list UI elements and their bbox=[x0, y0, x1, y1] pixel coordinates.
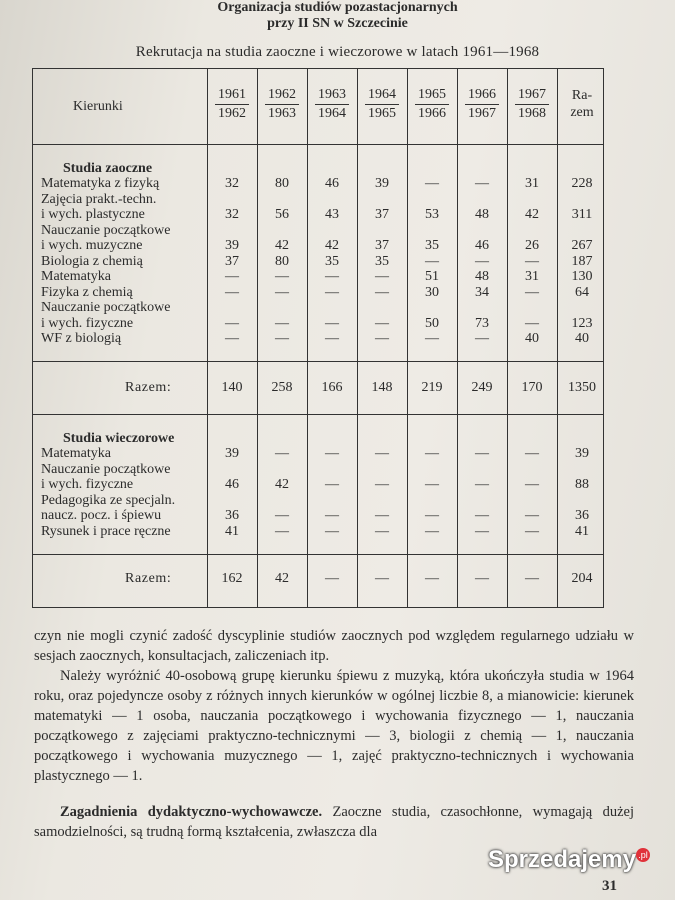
year-to: 1966 bbox=[418, 106, 446, 121]
wieczorowe-cell: 41 bbox=[225, 523, 239, 539]
wieczorowe-cell: — bbox=[525, 523, 539, 539]
zaoczne-row-label: i wych. muzyczne bbox=[41, 238, 143, 253]
zaoczne-cell: — bbox=[475, 253, 489, 269]
zaoczne-cell: 80 bbox=[275, 253, 289, 269]
zaoczne-cell: — bbox=[375, 331, 389, 346]
zaoczne-cell: — bbox=[375, 284, 389, 300]
zaoczne-cell: 48 bbox=[475, 207, 489, 222]
zaoczne-cell: — bbox=[275, 269, 289, 284]
zaoczne-cell: — bbox=[425, 176, 439, 191]
zaoczne-total-cell: 249 bbox=[471, 380, 493, 395]
wieczorowe-row-label: i wych. fizyczne bbox=[41, 477, 134, 492]
year-header bbox=[215, 87, 249, 122]
year-header bbox=[265, 87, 299, 122]
zaoczne-cell: 39 bbox=[375, 176, 389, 191]
column-header-kierunki: Kierunki bbox=[73, 99, 123, 114]
wieczorowe-cell: — bbox=[475, 523, 489, 539]
zaoczne-cell: 48 bbox=[475, 269, 489, 284]
year-from: 1963 bbox=[315, 87, 349, 105]
wieczorowe-cell: 36 bbox=[225, 508, 239, 523]
zaoczne-cell: 31 bbox=[525, 176, 539, 191]
zaoczne-cell: 130 bbox=[571, 269, 593, 284]
year-to: 1967 bbox=[468, 106, 496, 121]
wieczorowe-cell: 46 bbox=[225, 477, 239, 492]
zaoczne-cell: 42 bbox=[325, 238, 339, 253]
wieczorowe-cell: — bbox=[525, 477, 539, 492]
zaoczne-row-label: Matematyka bbox=[41, 269, 111, 284]
year-from: 1964 bbox=[365, 87, 399, 105]
page-number: 31 bbox=[602, 878, 617, 894]
wieczorowe-cell: — bbox=[425, 508, 439, 523]
zaoczne-cell: — bbox=[225, 269, 239, 284]
zaoczne-cell: — bbox=[275, 284, 289, 300]
paragraph-2: Należy wyróżnić 40-osobową grupę kierunku śpiewu z muzyką, która ukończyła studia w 1964 roku, oraz pojedyncze osoby z różnych innych kierunków w ogólnej liczbie 8, a mianowicie: kierunek matematyki — 1 osoba, nauczania początkowego i wychowania fizycznego — 1, nauczania początkowego z zajęciami praktyczno-technicznymi — 3, biologii z chemią — 1, nauczania początkowego i wychowania muzycznego — 1, zajęć praktyczno-technicznych i wychowania plastycznego — 1. bbox=[34, 668, 634, 784]
zaoczne-cell: — bbox=[375, 269, 389, 284]
zaoczne-row-label: Matematyka z fizyką bbox=[41, 176, 160, 191]
year-header bbox=[315, 87, 349, 122]
wieczorowe-section-title: Studia wieczorowe bbox=[63, 431, 175, 446]
wieczorowe-cell: — bbox=[375, 508, 389, 523]
paragraph-3 bbox=[34, 802, 634, 842]
zaoczne-total-bottom bbox=[33, 414, 603, 415]
zaoczne-total-cell: 140 bbox=[221, 380, 243, 395]
zaoczne-row-label: Biologia z chemią bbox=[41, 253, 143, 269]
page-heading-line2: przy II SN w Szczecinie bbox=[267, 16, 408, 31]
zaoczne-cell: 31 bbox=[525, 269, 539, 284]
zaoczne-cell: 267 bbox=[571, 238, 593, 253]
zaoczne-cell: — bbox=[425, 253, 439, 269]
zaoczne-total-cell: 166 bbox=[321, 380, 343, 395]
wieczorowe-cell: — bbox=[325, 508, 339, 523]
zaoczne-row-label: WF z biologią bbox=[41, 331, 122, 346]
wieczorowe-cell: 42 bbox=[275, 477, 289, 492]
zaoczne-cell: 34 bbox=[475, 284, 489, 300]
zaoczne-total-cell: 170 bbox=[521, 380, 543, 395]
year-header bbox=[415, 87, 449, 122]
year-from: 1966 bbox=[465, 87, 499, 105]
zaoczne-cell: 46 bbox=[325, 176, 339, 191]
recruitment-table bbox=[32, 68, 604, 608]
wieczorowe-cell: — bbox=[475, 446, 489, 461]
zaoczne-cell: — bbox=[525, 284, 539, 300]
year-to: 1965 bbox=[368, 106, 396, 121]
zaoczne-row-label: Nauczanie początkowe bbox=[41, 300, 171, 315]
zaoczne-cell: 40 bbox=[525, 331, 539, 346]
zaoczne-cell: 73 bbox=[475, 315, 489, 331]
zaoczne-cell: 80 bbox=[275, 176, 289, 191]
zaoczne-cell: 35 bbox=[375, 253, 389, 269]
wieczorowe-cell: — bbox=[475, 477, 489, 492]
paragraph-1: czyn nie mogli czynić zadość dyscyplinie studiów zaocznych pod względem regularnego udziału w sesjach zaocznych, konsultacjach, zaliczeniach itp. bbox=[34, 628, 634, 664]
wieczorowe-total-cell: 42 bbox=[275, 571, 289, 586]
zaoczne-cell: 187 bbox=[571, 253, 593, 269]
body-text bbox=[34, 626, 634, 842]
total-header-part1: Ra- bbox=[571, 88, 593, 103]
zaoczne-cell: — bbox=[225, 315, 239, 331]
wieczorowe-total-cell: — bbox=[525, 571, 539, 586]
year-from: 1965 bbox=[415, 87, 449, 105]
wieczorowe-total-top bbox=[33, 554, 603, 555]
zaoczne-cell: 40 bbox=[575, 331, 589, 346]
zaoczne-cell: 42 bbox=[275, 238, 289, 253]
zaoczne-cell: — bbox=[325, 331, 339, 346]
wieczorowe-total-label: Razem: bbox=[125, 571, 172, 586]
wieczorowe-cell: 39 bbox=[575, 446, 589, 461]
zaoczne-cell: 42 bbox=[525, 207, 539, 222]
wieczorowe-row-label: Nauczanie początkowe bbox=[41, 461, 171, 477]
zaoczne-cell: 37 bbox=[375, 207, 389, 222]
wieczorowe-cell: — bbox=[425, 523, 439, 539]
wieczorowe-cell: 36 bbox=[575, 508, 589, 523]
zaoczne-cell: 64 bbox=[575, 284, 589, 300]
zaoczne-cell: 123 bbox=[571, 315, 593, 331]
zaoczne-cell: — bbox=[275, 331, 289, 346]
wieczorowe-cell: — bbox=[275, 508, 289, 523]
zaoczne-cell: 43 bbox=[325, 207, 339, 222]
wieczorowe-cell: 41 bbox=[575, 523, 589, 539]
year-from: 1962 bbox=[265, 87, 299, 105]
wieczorowe-cell: — bbox=[425, 446, 439, 461]
zaoczne-cell: 228 bbox=[571, 176, 593, 191]
wieczorowe-cell: — bbox=[425, 477, 439, 492]
watermark-dot-icon: .pl bbox=[636, 848, 650, 862]
wieczorowe-row-label: Pedagogika ze specjaln. bbox=[41, 492, 176, 508]
wieczorowe-total-cell: — bbox=[425, 571, 439, 586]
zaoczne-cell: 35 bbox=[325, 253, 339, 269]
wieczorowe-row-label: Rysunek i prace ręczne bbox=[41, 523, 171, 539]
zaoczne-cell: 37 bbox=[225, 253, 239, 269]
zaoczne-row-label: i wych. plastyczne bbox=[41, 207, 145, 222]
zaoczne-cell: — bbox=[525, 253, 539, 269]
zaoczne-cell: 32 bbox=[225, 207, 239, 222]
zaoczne-cell: — bbox=[325, 315, 339, 331]
wieczorowe-cell: — bbox=[525, 508, 539, 523]
zaoczne-cell: 32 bbox=[225, 176, 239, 191]
wieczorowe-cell: — bbox=[325, 523, 339, 539]
total-header-part2: zem bbox=[570, 105, 594, 120]
zaoczne-total-cell: 219 bbox=[421, 380, 443, 395]
year-to: 1962 bbox=[218, 106, 246, 121]
header-divider bbox=[33, 144, 603, 145]
zaoczne-cell: 30 bbox=[425, 284, 439, 300]
zaoczne-total-cell: 1350 bbox=[568, 380, 596, 395]
zaoczne-row-label: Zajęcia prakt.-techn. bbox=[41, 191, 157, 207]
zaoczne-cell: — bbox=[475, 331, 489, 346]
year-header bbox=[365, 87, 399, 122]
zaoczne-cell: 53 bbox=[425, 207, 439, 222]
zaoczne-cell: 46 bbox=[475, 238, 489, 253]
year-header bbox=[515, 87, 549, 122]
paragraph-3-heading: Zagadnienia dydaktyczno-wychowawcze. bbox=[60, 804, 323, 820]
year-to: 1964 bbox=[318, 106, 346, 121]
wieczorowe-row-label: naucz. pocz. i śpiewu bbox=[41, 508, 162, 523]
table-caption: Rekrutacja na studia zaoczne i wieczorowe w latach 1961—1968 bbox=[135, 44, 540, 60]
zaoczne-cell: — bbox=[425, 331, 439, 346]
total-header bbox=[565, 87, 599, 121]
zaoczne-total-cell: 258 bbox=[271, 380, 293, 395]
wieczorowe-total-cell: — bbox=[475, 571, 489, 586]
zaoczne-cell: — bbox=[275, 315, 289, 331]
wieczorowe-total-cell: 204 bbox=[571, 571, 593, 586]
wieczorowe-total-cell: 162 bbox=[221, 571, 243, 586]
wieczorowe-cell: — bbox=[325, 477, 339, 492]
year-from: 1967 bbox=[515, 87, 549, 105]
zaoczne-row-label: i wych. fizyczne bbox=[41, 315, 134, 331]
zaoczne-cell: — bbox=[525, 315, 539, 331]
zaoczne-cell: 311 bbox=[571, 207, 593, 222]
wieczorowe-cell: — bbox=[375, 446, 389, 461]
wieczorowe-total-cell: — bbox=[325, 571, 339, 586]
zaoczne-total-cell: 148 bbox=[371, 380, 393, 395]
zaoczne-cell: 37 bbox=[375, 238, 389, 253]
zaoczne-section-title: Studia zaoczne bbox=[63, 161, 153, 176]
wieczorowe-cell: — bbox=[375, 477, 389, 492]
zaoczne-cell: 26 bbox=[525, 238, 539, 253]
watermark-logo: Sprzedajemy bbox=[488, 846, 637, 873]
wieczorowe-cell: — bbox=[275, 446, 289, 461]
paragraph-3-text: Zaoczne studia, czasochłonne, wymagają dużej samodzielności, są trudną formą kształcenia, zwłaszcza dla bbox=[34, 804, 634, 840]
zaoczne-row-label: Fizyka z chemią bbox=[41, 284, 133, 300]
year-to: 1968 bbox=[518, 106, 546, 121]
page-heading-line1: Organizacja studiów pozastacjonarnych bbox=[217, 0, 458, 15]
zaoczne-cell: 51 bbox=[425, 269, 439, 284]
wieczorowe-row-label: Matematyka bbox=[41, 446, 111, 461]
zaoczne-cell: — bbox=[375, 315, 389, 331]
wieczorowe-total-cell: — bbox=[375, 571, 389, 586]
zaoczne-total-top bbox=[33, 361, 603, 362]
wieczorowe-cell: — bbox=[275, 523, 289, 539]
zaoczne-row-label: Nauczanie początkowe bbox=[41, 222, 171, 238]
zaoczne-total-label: Razem: bbox=[125, 380, 172, 395]
zaoczne-cell: 39 bbox=[225, 238, 239, 253]
wieczorowe-cell: — bbox=[525, 446, 539, 461]
wieczorowe-cell: 88 bbox=[575, 477, 589, 492]
year-from: 1961 bbox=[215, 87, 249, 105]
zaoczne-cell: 50 bbox=[425, 315, 439, 331]
wieczorowe-cell: 39 bbox=[225, 446, 239, 461]
zaoczne-cell: — bbox=[325, 269, 339, 284]
zaoczne-cell: 35 bbox=[425, 238, 439, 253]
year-header bbox=[465, 87, 499, 122]
zaoczne-cell: 56 bbox=[275, 207, 289, 222]
wieczorowe-cell: — bbox=[375, 523, 389, 539]
zaoczne-cell: — bbox=[325, 284, 339, 300]
wieczorowe-cell: — bbox=[475, 508, 489, 523]
year-to: 1963 bbox=[268, 106, 296, 121]
zaoczne-cell: — bbox=[475, 176, 489, 191]
zaoczne-cell: — bbox=[225, 331, 239, 346]
zaoczne-cell: — bbox=[225, 284, 239, 300]
wieczorowe-cell: — bbox=[325, 446, 339, 461]
